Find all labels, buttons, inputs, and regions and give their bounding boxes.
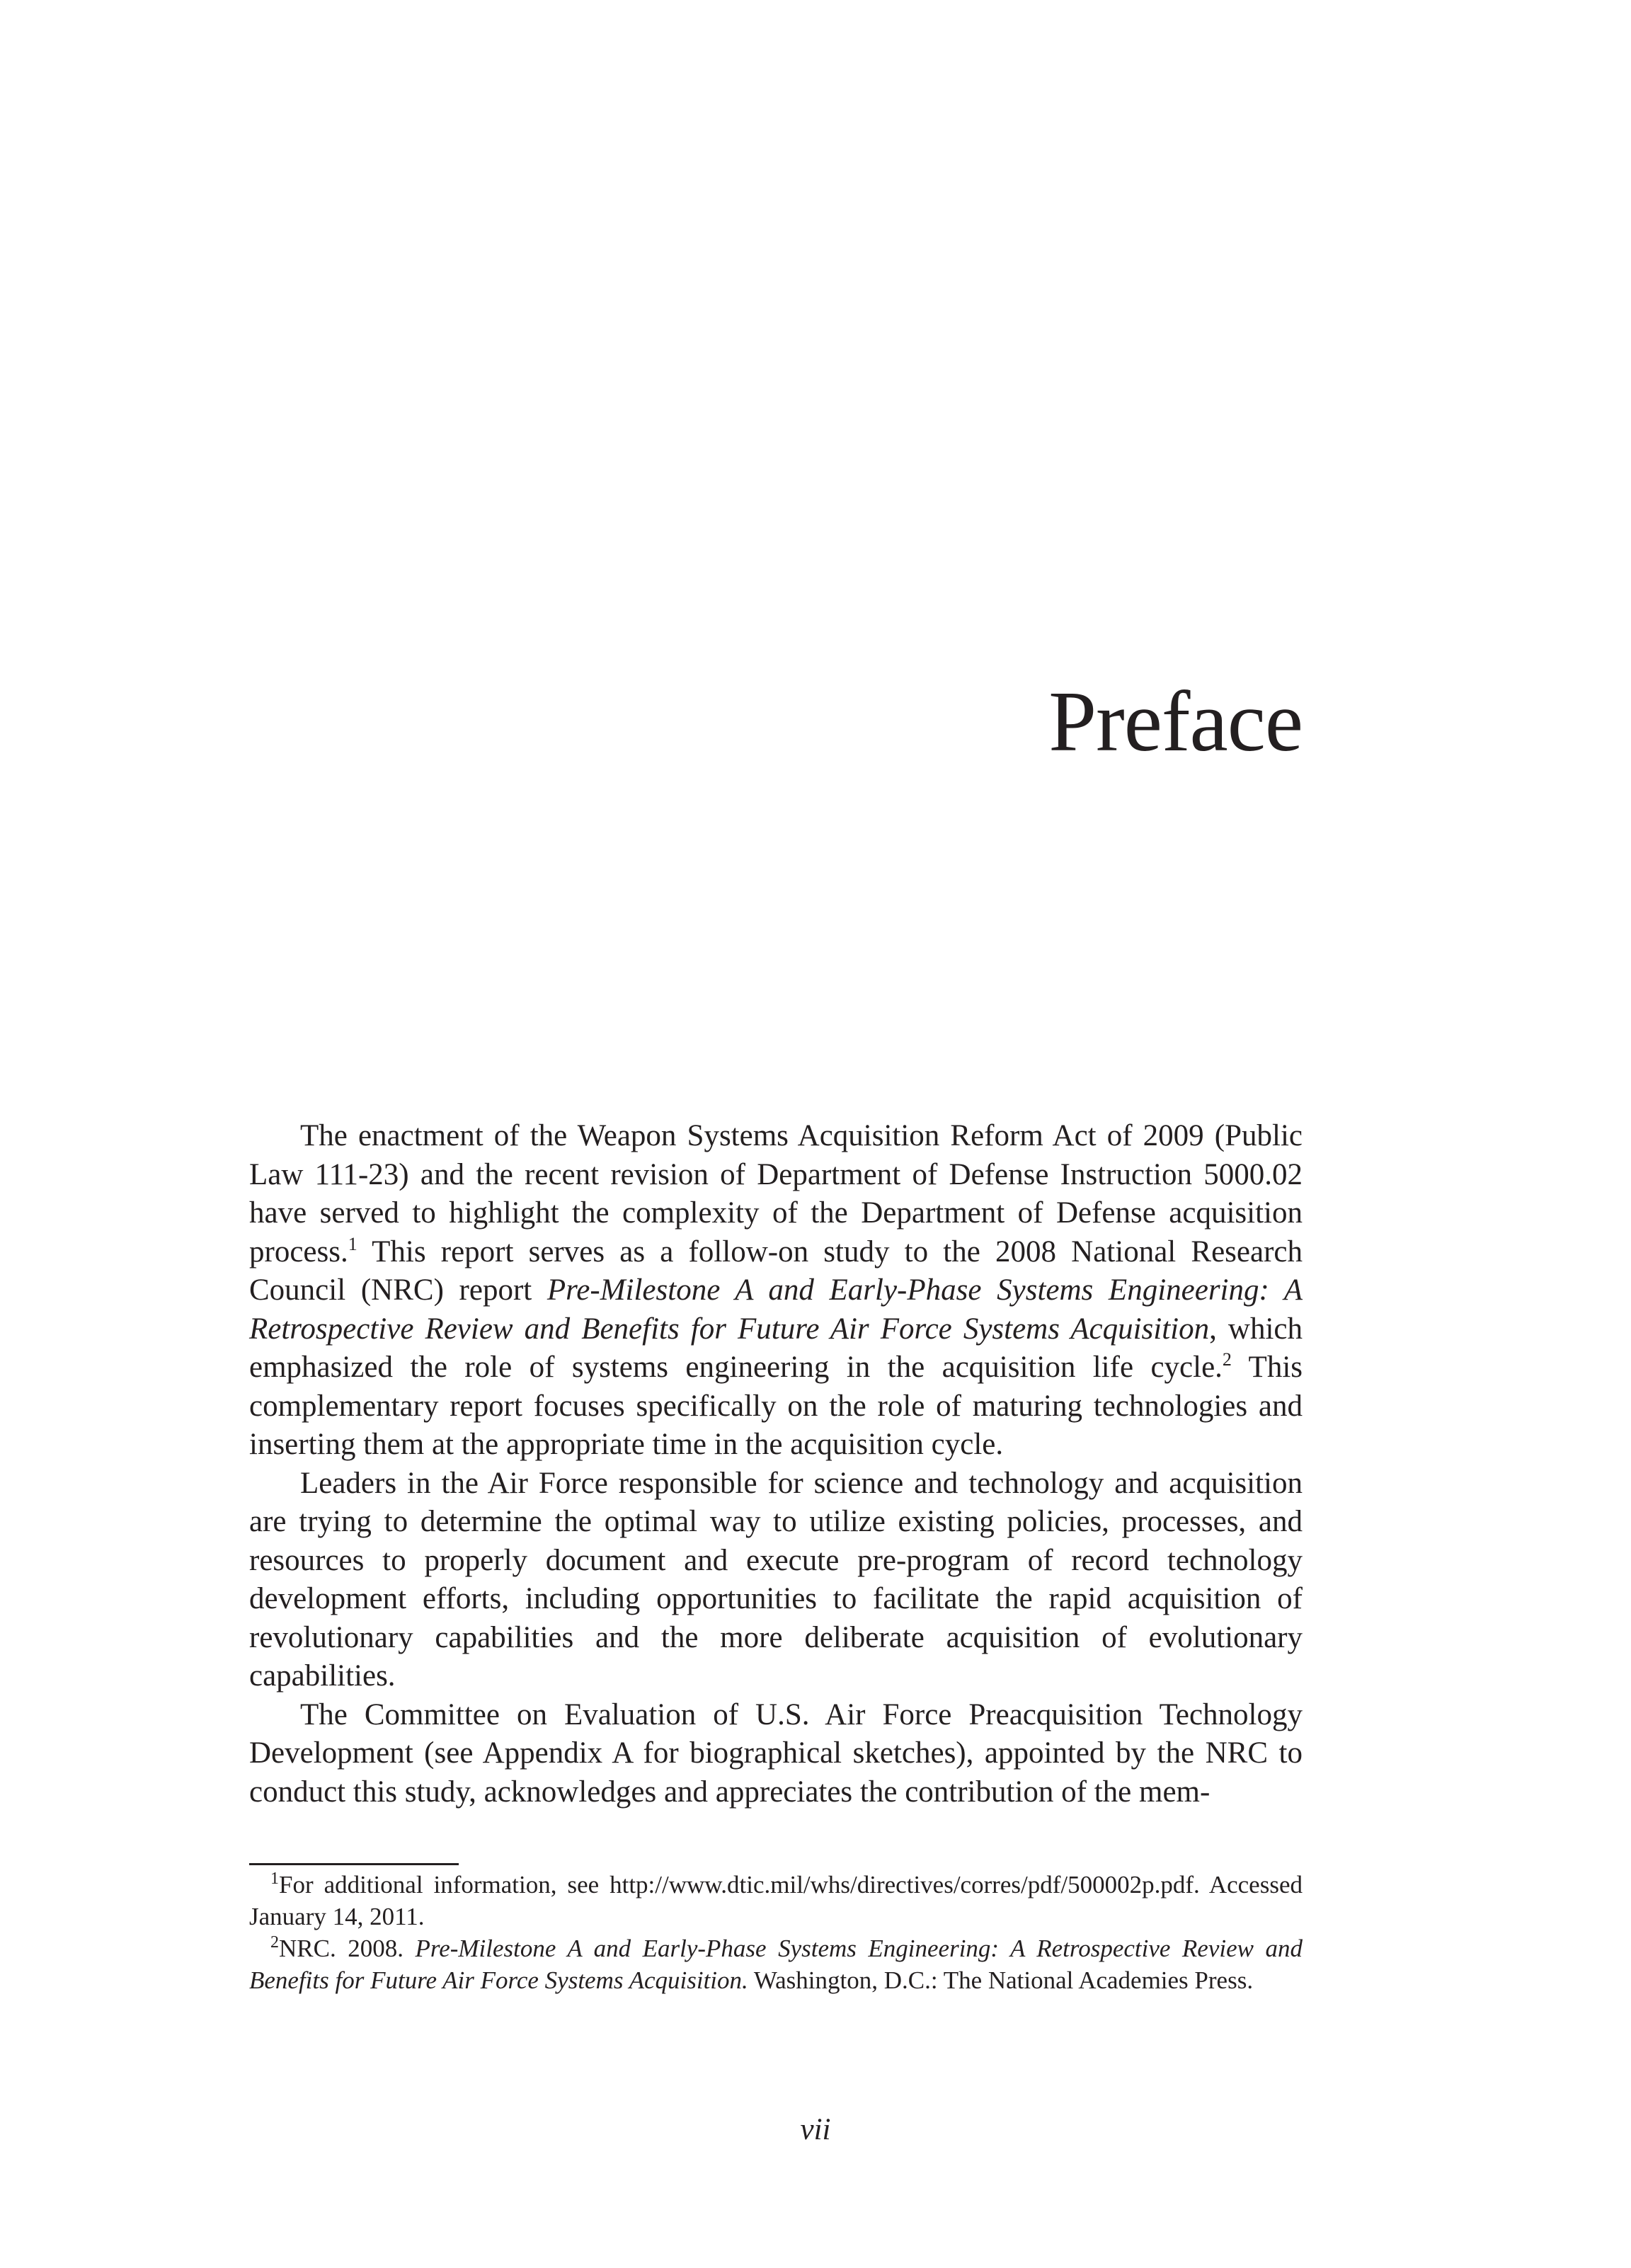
footnote-2 (249, 1932, 1303, 1996)
body-text (249, 1117, 1303, 1811)
footnote-ref-2: 2 (1222, 1349, 1232, 1370)
paragraph-1-part-d: This complementary report focuses specifically on the role of maturing technologies and inserting them at the appropriate time in the acquisition cycle. (249, 1351, 1303, 1461)
footnote-2-italic: Pre-Milestone A and Early-Phase Systems Engineering: A Retrospective Review and Benefits for Future Air Force Systems Acquisition. (249, 1935, 1303, 1994)
paragraph-1-part-b: This report serves as a follow-on study to the 2008 National Research Council (NRC) report (249, 1235, 1303, 1307)
paragraph-1 (249, 1117, 1303, 1465)
footnote-1-text: For additional information, see http://www.dtic.mil/whs/directives/corres/pdf/500002p.pdf. Accessed January 14, 2011. (249, 1871, 1303, 1930)
footnote-2-mark: 2 (270, 1933, 279, 1952)
footnote-2-part-b: Washington, D.C.: The National Academies Press. (748, 1966, 1254, 1994)
report-title-italic: Pre-Milestone A and Early-Phase Systems Engineering: A Retrospective Review and Benefits for Future Air Force Systems Acquisition (249, 1273, 1303, 1346)
paragraph-1-part-a: The enactment of the Weapon Systems Acquisition Reform Act of 2009 (Public Law 111-23) and the recent revision of Department of Defense Instruction 5000.02 have served to highlight the complexity of the Department of Defense acquisition process. (249, 1119, 1303, 1268)
paragraph-2: Leaders in the Air Force responsible for science and technology and acquisition are trying to determine the optimal way to utilize existing policies, processes, and resources to properly document and execute pre-program of record technology development efforts, including opportunities to facilitate the rapid acquisition of revolutionary capabilities and the more deliberate acquisition of evolutionary capabilities. (249, 1466, 1303, 1693)
footnote-1 (249, 1869, 1303, 1932)
footnote-divider (249, 1863, 459, 1865)
page-title: Preface (1048, 674, 1303, 769)
paragraph-3: The Committee on Evaluation of U.S. Air Force Preacquisition Technology Development (see Appendix A for biographical sketches), appointed by the NRC to conduct this study, acknowledges and appreciates the contribution of the mem- (249, 1697, 1303, 1809)
footnotes (249, 1869, 1303, 1996)
footnote-1-mark: 1 (270, 1869, 279, 1888)
footnote-ref-1: 1 (348, 1233, 357, 1254)
paragraph-1-part-c: , which emphasized the role of systems engineering in the acquisition life cycle. (249, 1312, 1303, 1384)
footnote-2-part-a: NRC. 2008. (279, 1935, 416, 1962)
page-number: vii (800, 2113, 831, 2146)
